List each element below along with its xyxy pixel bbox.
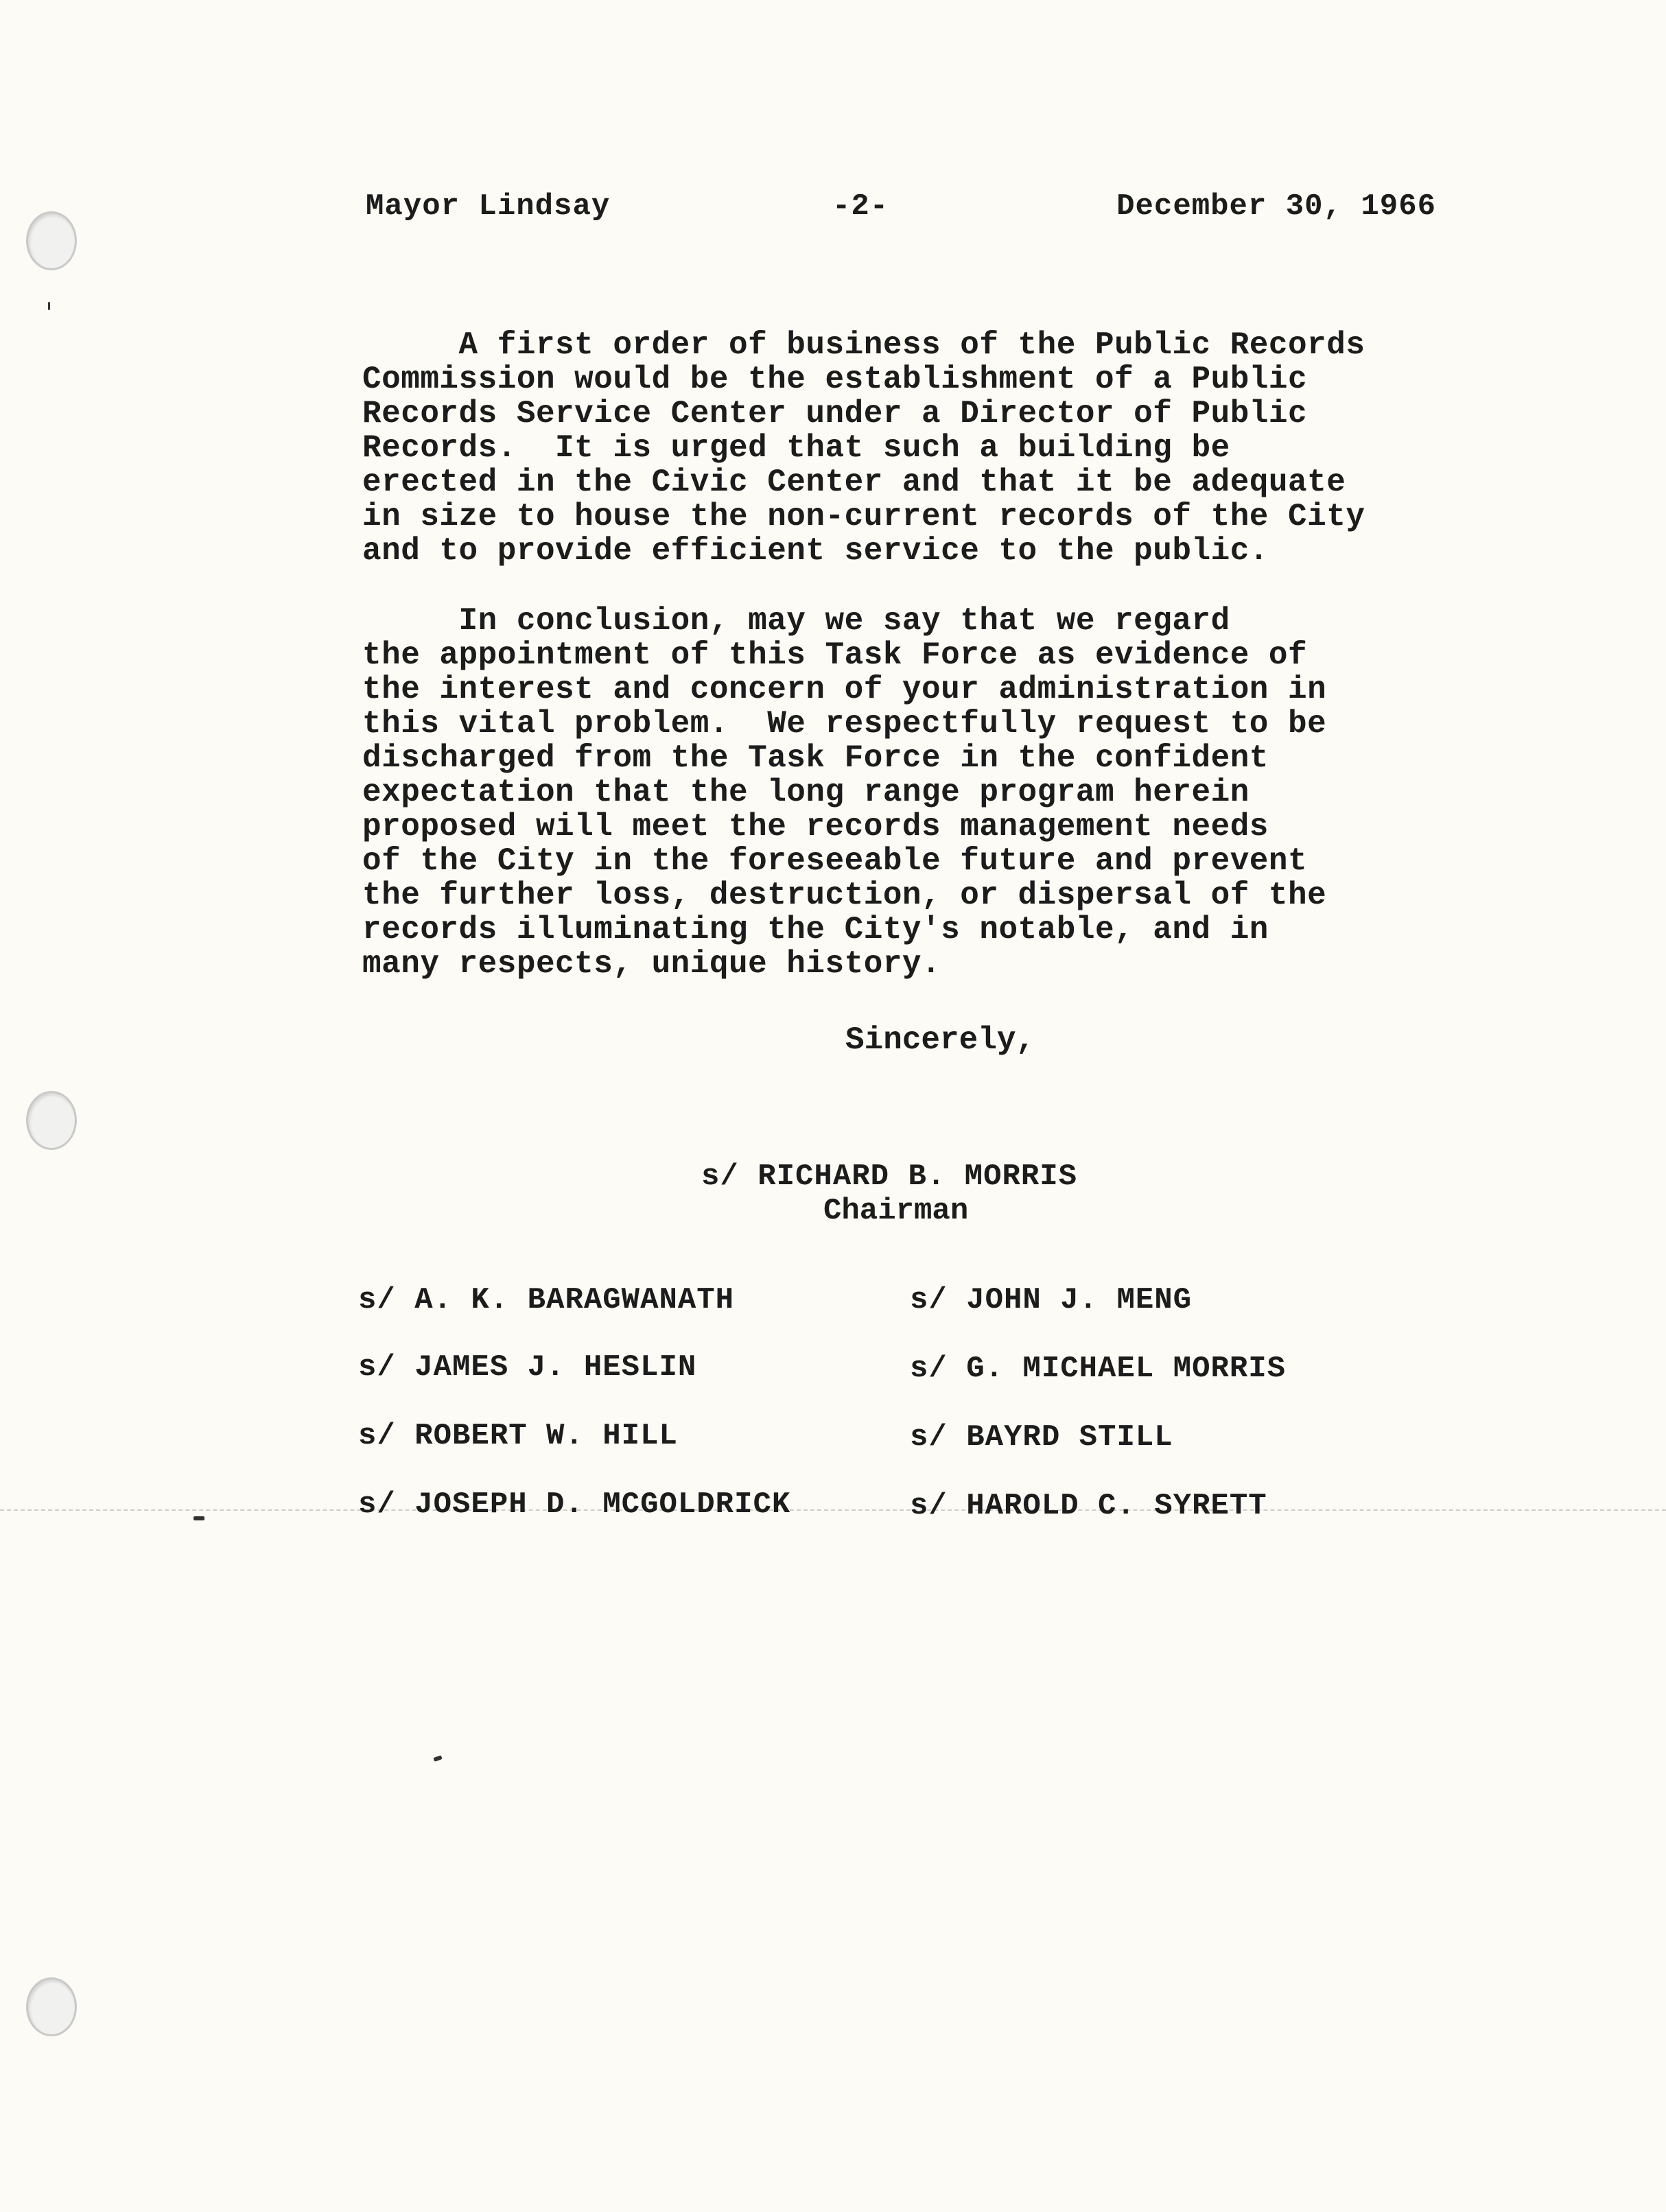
chairman-title: Chairman: [823, 1194, 969, 1228]
paragraph-line: the further loss, destruction, or dispersal of the: [362, 878, 1327, 913]
body-paragraph-1: [362, 328, 1460, 568]
paragraph-line: records illuminating the City's notable, and in: [362, 912, 1269, 948]
paragraph-line: Records Service Center under a Director of Public: [362, 396, 1308, 432]
page-number: -2-: [832, 189, 889, 224]
signatory-right-1: s/ JOHN J. MENG: [910, 1283, 1193, 1317]
punch-hole-top: [26, 211, 77, 270]
ink-speck: [48, 302, 50, 310]
signatory-left-4: s/ JOSEPH D. MCGOLDRICK: [358, 1487, 791, 1522]
paragraph-line: this vital problem. We respectfully request to be: [362, 706, 1327, 742]
paragraph-line: Commission would be the establishment of a Public: [362, 362, 1308, 397]
paragraph-line: erected in the Civic Center and that it be adequate: [362, 464, 1346, 500]
body-paragraph-2: [362, 604, 1460, 981]
signatory-left-2: s/ JAMES J. HESLIN: [358, 1350, 697, 1385]
paragraph-line: in size to house the non-current records of the City: [362, 499, 1365, 534]
paragraph-line: discharged from the Task Force in the confident: [362, 740, 1269, 776]
paragraph-line: the appointment of this Task Force as evidence of: [362, 637, 1308, 673]
chairman-signature: s/ RICHARD B. MORRIS: [701, 1160, 1078, 1194]
letter-date: December 30, 1966: [1116, 189, 1436, 224]
ink-speck: [433, 1755, 442, 1762]
ink-speck: [193, 1516, 204, 1520]
paragraph-line: A first order of business of the Public Records: [362, 327, 1365, 363]
paragraph-line: proposed will meet the records management needs: [362, 809, 1269, 845]
signatory-left-1: s/ A. K. BARAGWANATH: [358, 1283, 735, 1317]
letter-header: [366, 189, 1436, 231]
paragraph-line: Records. It is urged that such a building be: [362, 430, 1230, 466]
paragraph-line: many respects, unique history.: [362, 946, 941, 982]
paragraph-line: expectation that the long range program herein: [362, 775, 1250, 810]
paragraph-line: the interest and concern of your administration in: [362, 672, 1327, 707]
signatory-right-4: s/ HAROLD C. SYRETT: [910, 1489, 1267, 1523]
paragraph-line: In conclusion, may we say that we regard: [362, 603, 1230, 639]
punch-hole-middle: [26, 1091, 77, 1150]
punch-hole-bottom: [26, 1977, 77, 2036]
closing-salutation: Sincerely,: [845, 1022, 1035, 1058]
fold-line: [0, 1509, 1666, 1511]
signatory-right-2: s/ G. MICHAEL MORRIS: [910, 1352, 1287, 1386]
recipient-name: Mayor Lindsay: [366, 189, 611, 224]
signatory-right-3: s/ BAYRD STILL: [910, 1420, 1173, 1455]
signatory-left-3: s/ ROBERT W. HILL: [358, 1419, 678, 1453]
paragraph-line: of the City in the foreseeable future and prevent: [362, 843, 1308, 879]
paragraph-line: and to provide efficient service to the public.: [362, 533, 1269, 569]
